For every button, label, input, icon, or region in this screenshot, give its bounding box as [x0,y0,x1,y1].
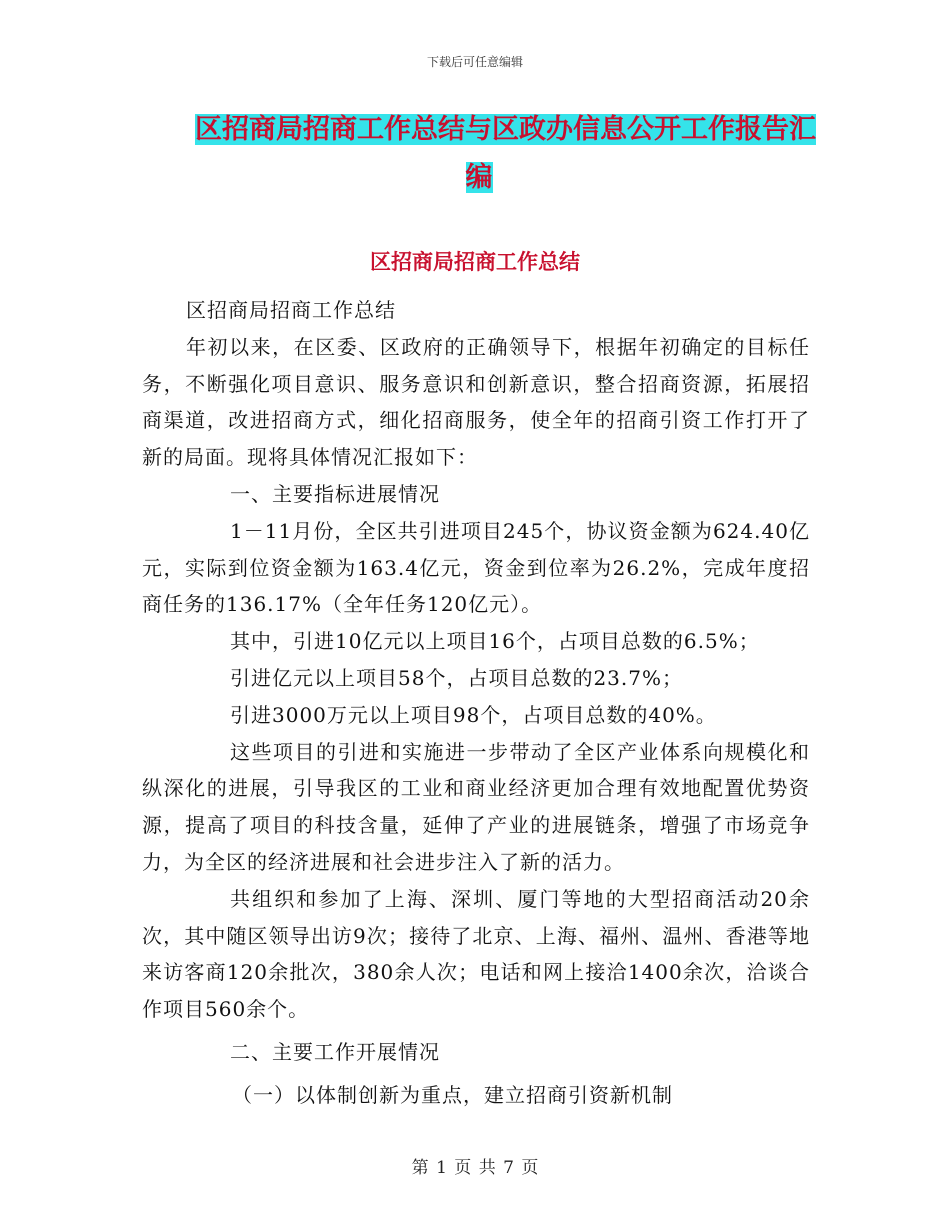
document-title [195,106,816,202]
heading-subsection-1: （一）以体制创新为重点，建立招商引资新机制 [232,1082,673,1107]
document-title-line-2: 编 [465,162,493,193]
paragraph-indicators: 1－11月份，全区共引进项目245个，协议资金额为624.40亿元，实际到位资金额为163.4亿元，资金到位率为26.2%，完成年度招商任务的136.17%（全年任务120亿元）。 [142,518,810,617]
section-title: 区招商局招商工作总结 [370,250,580,274]
paragraph-impact: 这些项目的引进和实施进一步带动了全区产业体系向规模化和纵深化的进展，引导我区的工业和商业经济更加合理有效地配置优势资源，提高了项目的科技含量，延伸了产业的进展链条，增强了市场竞争力，为全区的经济进展和社会进步注入了新的活力。 [142,739,810,874]
paragraph-subtitle: 区招商局招商工作总结 [186,298,396,322]
paragraph-intro: 年初以来，在区委、区政府的正确领导下，根据年初确定的目标任务，不断强化项目意识、服务意识和创新意识，整合招商资源，拓展招商渠道，改进招商方式，细化招商服务，使全年的招商引资工作打开了新的局面。现将具体情况汇报如下： [142,334,810,470]
heading-section-2: 二、主要工作开展情况 [230,1039,440,1064]
paragraph-projects-10b: 其中，引进10亿元以上项目16个，占项目总数的6.5%； [230,629,760,654]
document-body [142,292,810,1114]
paragraph-activities: 共组织和参加了上海、深圳、厦门等地的大型招商活动20余次，其中随区领导出访9次；接待了北京、上海、福州、温州、香港等地来访客商120余批次，380余人次；电话和网上接洽1400余次，洽谈合作项目560余个。 [142,886,810,1022]
paragraph-projects-30m: 引进3000万元以上项目98个，占项目总数的40%。 [230,702,717,727]
page-footer: 第 1 页 共 7 页 [411,1158,539,1178]
heading-section-1: 一、主要指标进展情况 [230,481,440,506]
document-title-line-1: 区招商局招商工作总结与区政办信息公开工作报告汇 [195,114,816,145]
header-note: 下载后可任意编辑 [426,55,523,69]
paragraph-projects-100m: 引进亿元以上项目58个，占项目总数的23.7%； [230,665,683,690]
